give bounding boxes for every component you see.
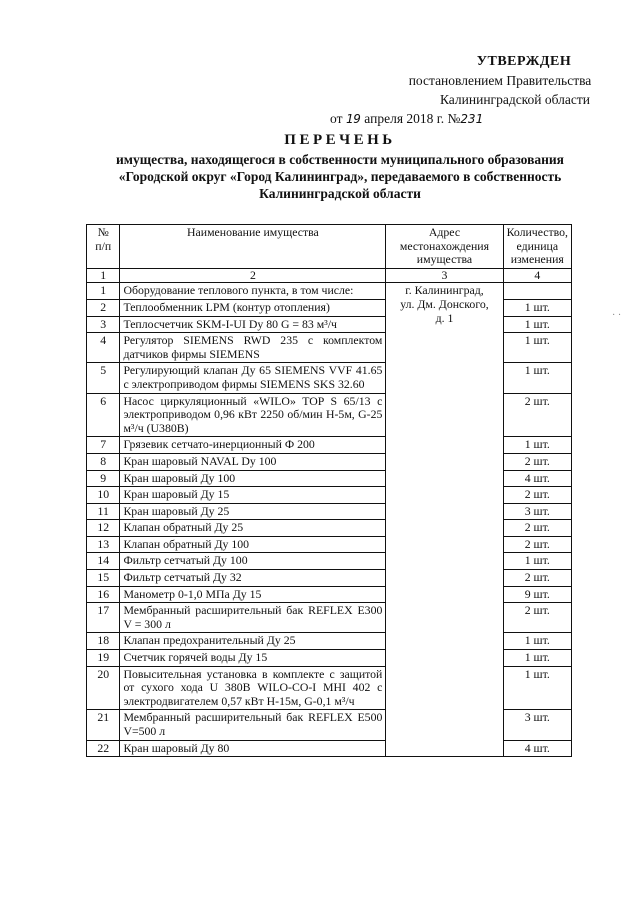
table-header-row [87,225,572,269]
item-name: Теплосчетчик SKM-I-UI Dy 80 G = 83 м³/ч [120,316,386,333]
item-name: Мембранный расширительный бак REFLEX E300 V = 300 л [120,603,386,633]
row-number: 2 [87,299,120,316]
item-name: Кран шаровый Ду 25 [120,503,386,520]
column-index-cell: 1 [87,268,120,283]
item-name: Кран шаровый Ду 100 [120,470,386,487]
item-quantity: 1 шт. [503,666,571,710]
column-index-row [87,268,572,283]
column-index-cell: 4 [503,268,571,283]
item-quantity: 1 шт. [503,633,571,650]
row-number: 9 [87,470,120,487]
item-name: Счетчик горячей воды Ду 15 [120,650,386,667]
row-number: 7 [87,437,120,454]
row-number: 21 [87,710,120,740]
row-number: 1 [87,283,120,300]
item-name: Фильтр сетчатый Ду 32 [120,570,386,587]
title-word: ПЕРЕЧЕНЬ [284,132,396,148]
item-name: Фильтр сетчатый Ду 100 [120,553,386,570]
approval-block [330,52,620,128]
item-name: Повысительная установка в комплекте с защитой от сухого хода U 380В WILO-CO-I MHI 402 с электродвигателем 0,57 кВт H-15м, G-0,1 м³/ч [120,666,386,710]
item-name: Теплообменник LPM (контур отопления) [120,299,386,316]
approval-line-1: постановлением Правительства [408,73,592,88]
row-number: 18 [87,633,120,650]
row-number: 16 [87,586,120,603]
title-line-3: Калининградской области [259,186,421,201]
item-name: Регулятор SIEMENS RWD 235 с комплектом датчиков фирмы SIEMENS [120,333,386,363]
item-quantity: 4 шт. [503,470,571,487]
column-index-cell: 3 [386,268,503,283]
item-quantity: 1 шт. [503,650,571,667]
item-name: Манометр 0-1,0 МПа Ду 15 [120,586,386,603]
item-name: Клапан предохранительный Ду 25 [120,633,386,650]
date-day: 19 [345,111,361,126]
header-num: № п/п [87,225,120,269]
item-quantity: 1 шт. [503,299,571,316]
row-number: 15 [87,570,120,587]
item-quantity: 1 шт. [503,437,571,454]
row-number: 3 [87,316,120,333]
column-index-cell: 2 [120,268,386,283]
item-quantity [503,283,571,300]
title-line-2: «Городской округ «Город Калининград», передаваемого в собственность [118,169,562,184]
row-number: 8 [87,453,120,470]
item-name: Кран шаровый NAVAL Dy 100 [120,453,386,470]
item-quantity: 1 шт. [503,333,571,363]
table-row [87,283,572,300]
item-name: Кран шаровый Ду 80 [120,740,386,757]
item-quantity: 2 шт. [503,536,571,553]
row-number: 20 [87,666,120,710]
date-prefix: от [330,111,343,126]
row-number: 6 [87,393,120,437]
approval-date-line [330,109,620,128]
property-address: г. Калининград, ул. Дм. Донского, д. 1 [386,283,503,757]
title-line-1: имущества, находящегося в собственности муниципального образования [116,152,564,167]
item-quantity: 3 шт. [503,710,571,740]
document-title [70,132,610,202]
item-quantity: 4 шт. [503,740,571,757]
item-quantity: 2 шт. [503,520,571,537]
row-number: 22 [87,740,120,757]
item-quantity: 2 шт. [503,487,571,504]
row-number: 17 [87,603,120,633]
item-quantity: 1 шт. [503,363,571,393]
item-name: Мембранный расширительный бак REFLEX E500 V=500 л [120,710,386,740]
item-quantity: 9 шт. [503,586,571,603]
date-month-year: апреля 2018 г. № [364,111,461,126]
header-name: Наименование имущества [120,225,386,269]
item-quantity: 2 шт. [503,453,571,470]
item-name: Клапан обратный Ду 25 [120,520,386,537]
property-table [86,224,572,757]
approval-heading: УТВЕРЖДЕН [476,54,572,69]
item-quantity: 3 шт. [503,503,571,520]
item-name: Кран шаровый Ду 15 [120,487,386,504]
header-quantity: Количество, единица изменения [503,225,571,269]
item-name: Клапан обратный Ду 100 [120,536,386,553]
row-number: 12 [87,520,120,537]
row-number: 11 [87,503,120,520]
approval-line-2: Калининградской области [439,92,591,107]
item-name: Регулирующий клапан Ду 65 SIEMENS VVF 41.65 с электроприводом фирмы SIEMENS SKS 32.60 [120,363,386,393]
item-name: Насос циркуляционный «WILO» TOP S 65/13 с электроприводом 0,96 кВт 2250 об/мин H-5м, G-25 м³/ч (U380В) [120,393,386,437]
header-address: Адрес местонахождения имущества [386,225,503,269]
document-number: 231 [460,111,483,126]
margin-mark: · · [612,310,622,321]
row-number: 5 [87,363,120,393]
row-number: 19 [87,650,120,667]
item-quantity: 1 шт. [503,316,571,333]
row-number: 4 [87,333,120,363]
row-number: 13 [87,536,120,553]
item-quantity: 2 шт. [503,570,571,587]
row-number: 10 [87,487,120,504]
item-quantity: 2 шт. [503,393,571,437]
item-name: Оборудование теплового пункта, в том числе: [120,283,386,300]
item-name: Грязевик сетчато-инерционный Ф 200 [120,437,386,454]
item-quantity: 1 шт. [503,553,571,570]
row-number: 14 [87,553,120,570]
item-quantity: 2 шт. [503,603,571,633]
